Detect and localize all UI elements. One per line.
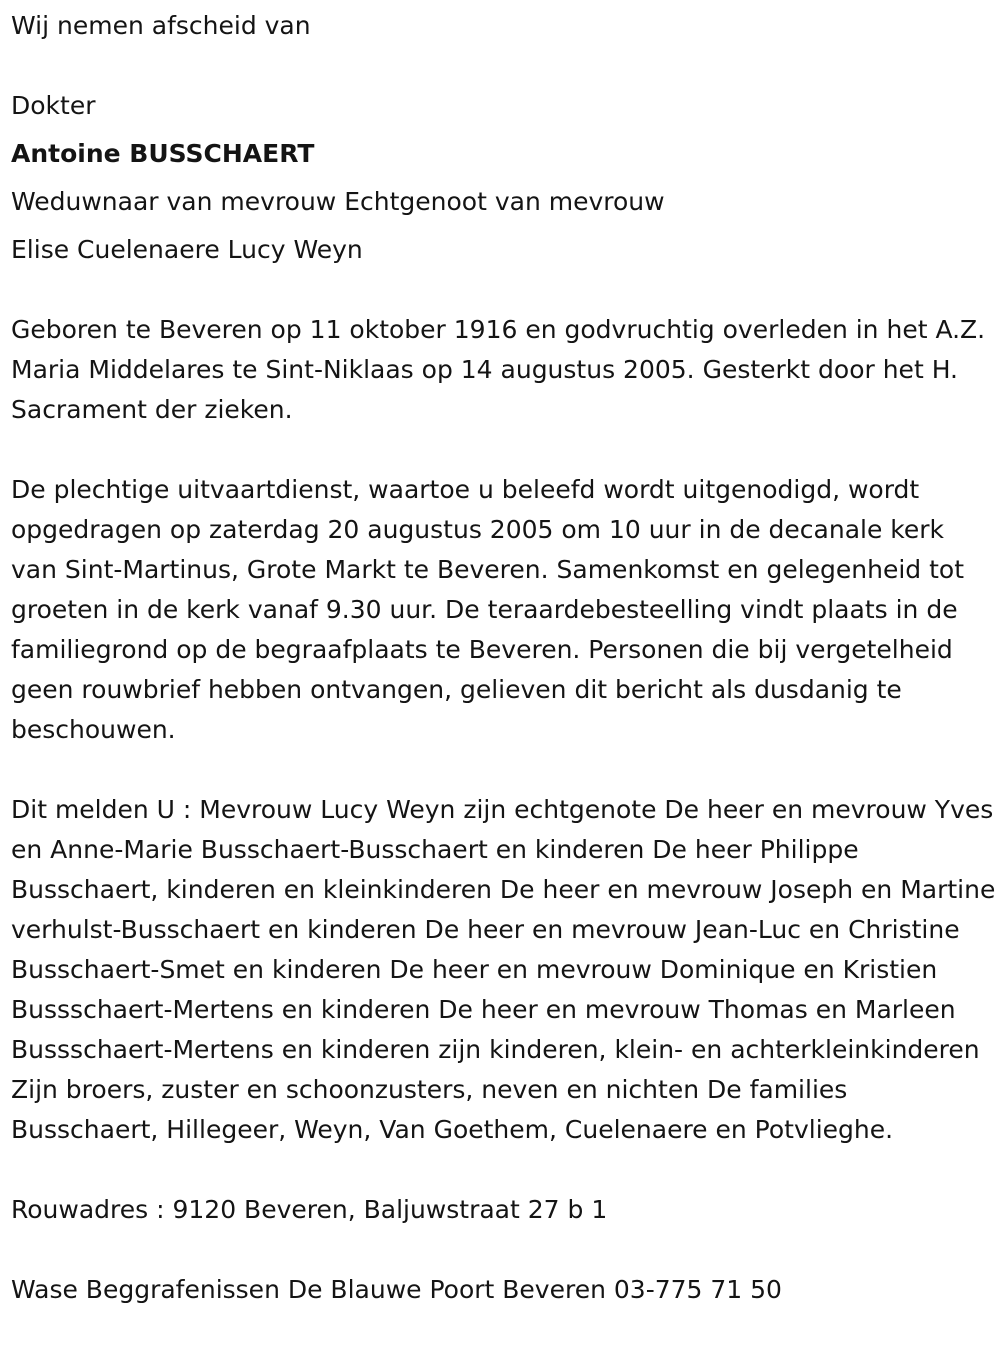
funeral-paragraph: De plechtige uitvaartdienst, waartoe u beleefd wordt uitgenodigd, wordt opgedragen op zaterdag 20 augustus 2005 om 10 uur in de decanale kerk van Sint-Martinus, Grote Markt te Beveren. Samenkomst en gelegenheid tot groeten in de kerk vanaf 9.30 uur. De teraardebesteelling vindt plaats in de familiegrond op de begraafplaats te Beveren. Personen die bij vergetelheid geen rouwbrief hebben ontvangen, gelieven dit bericht als dusdanig te beschouwen.	[11, 475, 965, 744]
obituary-document	[11, 6, 996, 1310]
intro-text: Wij nemen afscheid van	[11, 11, 311, 40]
relation-line: Weduwnaar van mevrouw Echtgenoot van mevrouw	[11, 187, 665, 216]
funeral-home: Wase Beggrafenissen De Blauwe Poort Beveren 03-775 71 50	[11, 1275, 782, 1304]
title-prefix: Dokter	[11, 91, 96, 120]
spouses-line: Elise Cuelenaere Lucy Weyn	[11, 235, 363, 264]
announced-by-paragraph: Dit melden U : Mevrouw Lucy Weyn zijn echtgenote De heer en mevrouw Yves en Anne-Marie Busschaert-Busschaert en kinderen De heer Philippe Busschaert, kinderen en kleinkinderen De heer en mevrouw Joseph en Martine verhulst-Busschaert en kinderen De heer en mevrouw Jean-Luc en Christine Busschaert-Smet en kinderen De heer en mevrouw Dominique en Kristien Bussschaert-Mertens en kinderen De heer en mevrouw Thomas en Marleen Bussschaert-Mertens en kinderen zijn kinderen, klein- en achterkleinkinderen Zijn broers, zuster en schoonzusters, neven en nichten De families Busschaert, Hillegeer, Weyn, Van Goethem, Cuelenaere en Potvlieghe.	[11, 795, 996, 1144]
birth-death-paragraph: Geboren te Beveren op 11 oktober 1916 en godvruchtig overleden in het A.Z. Maria Middelares te Sint-Niklaas op 14 augustus 2005. Gesterkt door het H. Sacrament der zieken.	[11, 315, 986, 424]
mourning-address: Rouwadres : 9120 Beveren, Baljuwstraat 27 b 1	[11, 1195, 608, 1224]
deceased-name: Antoine BUSSCHAERT	[11, 139, 315, 168]
